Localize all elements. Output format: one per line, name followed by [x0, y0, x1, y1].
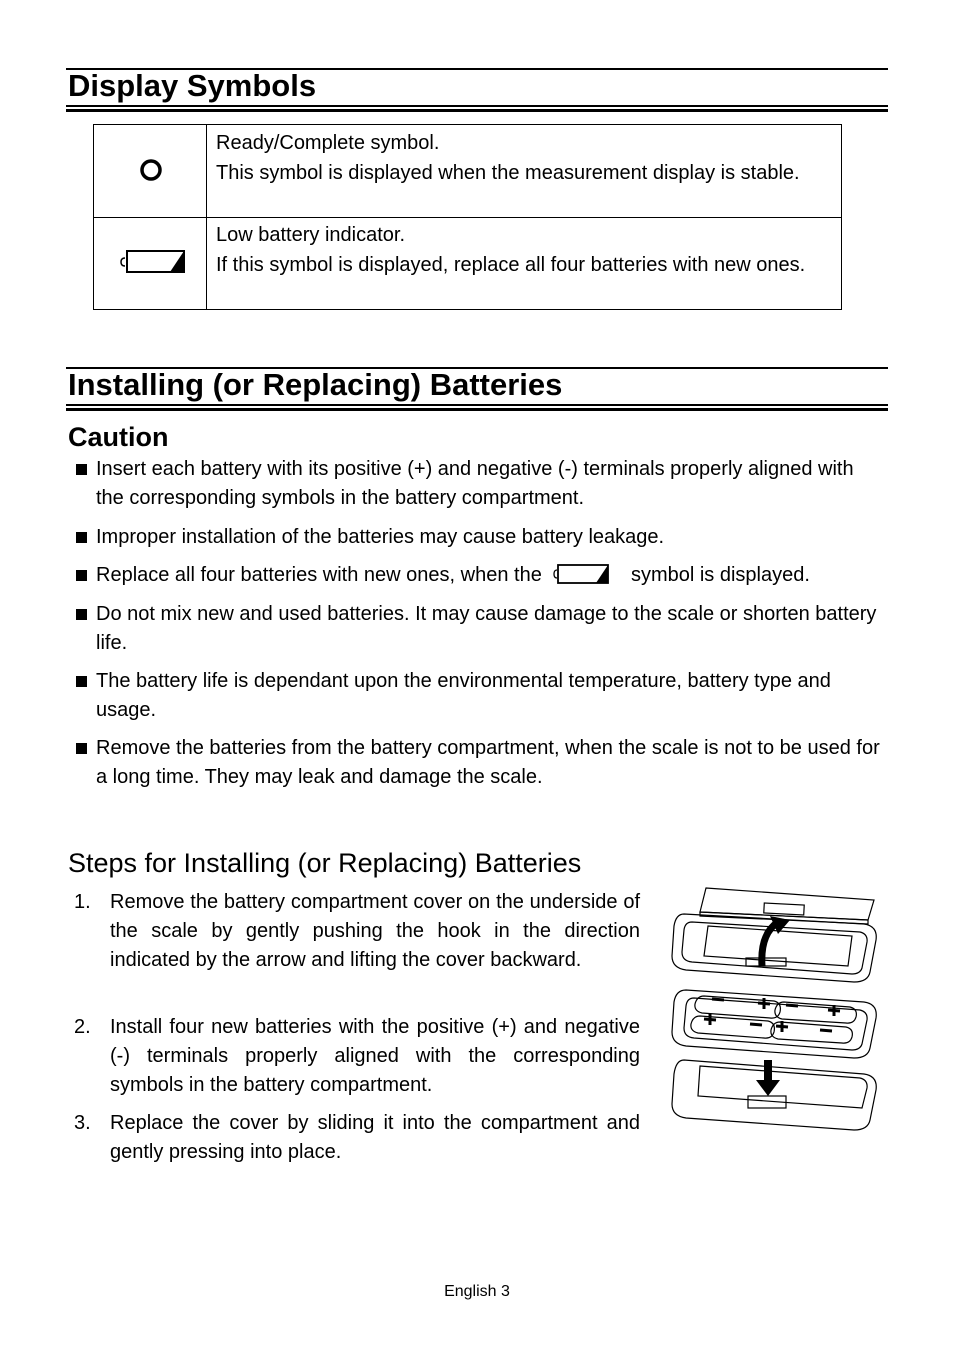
- low-battery-icon: [553, 563, 611, 585]
- symbol-description: [216, 221, 834, 280]
- caution-text: Replace all four batteries with new ones, when the: [96, 564, 542, 586]
- step-text: Remove the battery compartment cover on the underside of the scale by gently pushing the hook in the direction indicated by the arrow and lifting the cover backward.: [110, 891, 640, 971]
- page-footer: English 3: [444, 1283, 510, 1300]
- step-item: [74, 1013, 640, 1100]
- step-text: Install four new batteries with the positive (+) and negative (-) terminals properly aligned with the corresponding symbols in the battery compartment.: [110, 1016, 640, 1096]
- symbol-row-ready: [94, 125, 841, 218]
- step-number: 1.: [74, 891, 91, 913]
- step-item: [74, 1109, 640, 1167]
- battery-installation-illustration: [664, 882, 882, 1134]
- caution-item: [74, 523, 884, 552]
- symbol-body: This symbol is displayed when the measurement display is stable.: [216, 161, 800, 184]
- step-item: [74, 888, 640, 975]
- symbol-body: If this symbol is displayed, replace all four batteries with new ones.: [216, 253, 806, 276]
- symbol-cell: [94, 125, 207, 217]
- symbols-table: [93, 124, 842, 310]
- steps-title: Steps for Installing (or Replacing) Batteries: [68, 848, 582, 878]
- caution-title: Caution: [68, 422, 169, 452]
- bullet-square-icon: [76, 609, 87, 620]
- bullet-square-icon: [76, 743, 87, 754]
- bullet-square-icon: [76, 676, 87, 687]
- caution-text: Do not mix new and used batteries. It may cause damage to the scale or shorten battery life.: [96, 603, 877, 654]
- low-battery-icon: [94, 217, 207, 309]
- section-rule-thin: [66, 404, 888, 406]
- bullet-square-icon: [76, 570, 87, 581]
- section-rule-thick: [66, 109, 888, 112]
- caution-item: [74, 600, 884, 658]
- caution-item: [74, 455, 884, 513]
- caution-text-line: [96, 561, 884, 590]
- caution-text: Insert each battery with its positive (+) and negative (-) terminals properly aligned with the corresponding symbols in the battery compartment.: [96, 458, 854, 509]
- ready-circle-icon: [94, 125, 207, 217]
- symbol-heading: Low battery indicator.: [216, 224, 405, 246]
- symbol-cell: [94, 217, 207, 309]
- symbol-heading: Ready/Complete symbol.: [216, 132, 440, 154]
- batteries-title: Installing (or Replacing) Batteries: [68, 367, 563, 402]
- caution-item: [74, 667, 884, 725]
- caution-item: [74, 561, 884, 590]
- caution-item: [74, 734, 884, 792]
- caution-text: Remove the batteries from the battery compartment, when the scale is not to be used for a long time. They may leak and damage the scale.: [96, 737, 880, 788]
- symbol-row-low-battery: [94, 217, 841, 309]
- display-symbols-title: Display Symbols: [68, 68, 317, 103]
- bullet-square-icon: [76, 464, 87, 475]
- step-number: 2.: [74, 1016, 91, 1038]
- caution-text: The battery life is dependant upon the environmental temperature, battery type and usage.: [96, 670, 831, 721]
- step-number: 3.: [74, 1112, 91, 1134]
- caution-text-suffix: symbol is displayed.: [630, 564, 810, 586]
- step-text: Replace the cover by sliding it into the compartment and gently pressing into place.: [110, 1112, 640, 1163]
- section-rule-thin: [66, 105, 888, 107]
- bullet-square-icon: [76, 532, 87, 543]
- symbol-description: [216, 129, 834, 188]
- section-rule-thick: [66, 408, 888, 411]
- caution-text: Improper installation of the batteries may cause battery leakage.: [96, 526, 665, 548]
